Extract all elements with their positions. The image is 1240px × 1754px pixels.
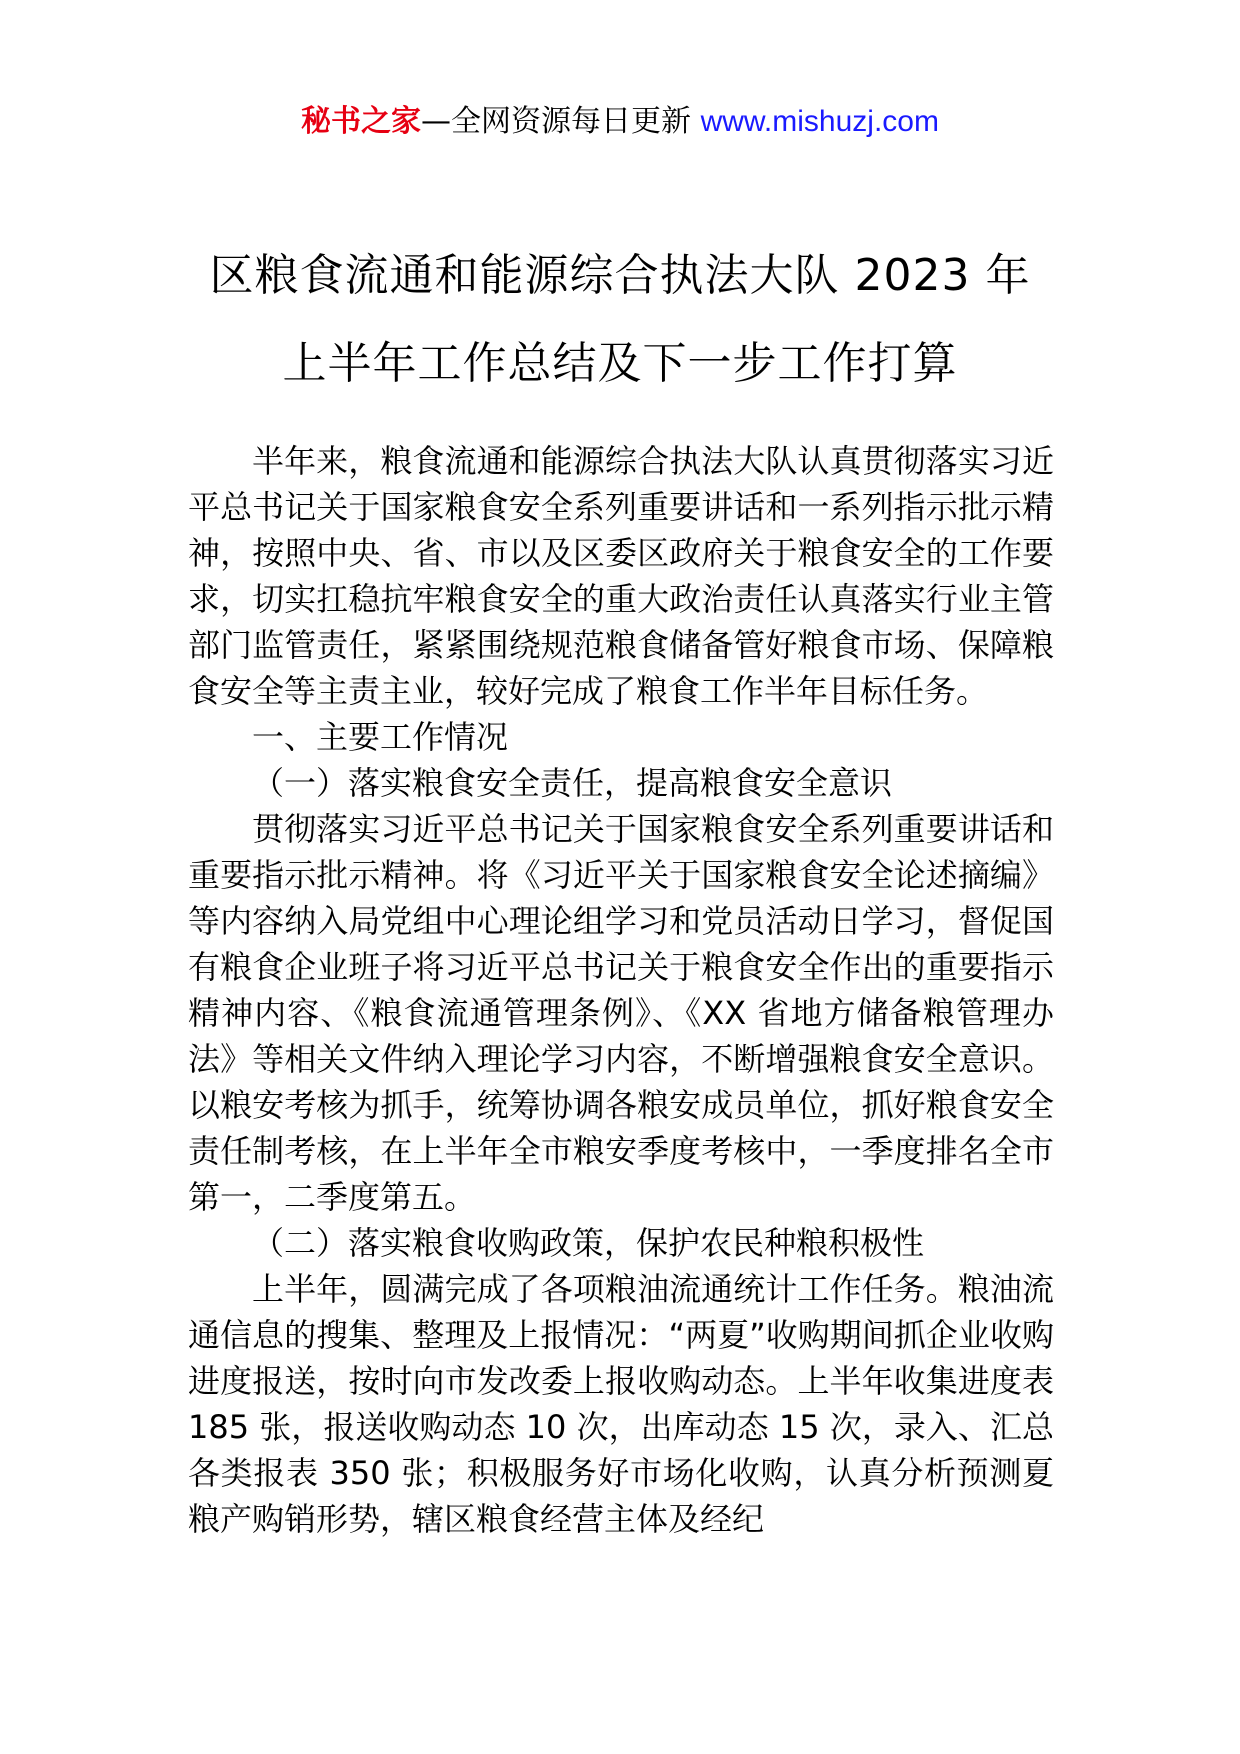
subsection-paragraph-1: 贯彻落实习近平总书记关于国家粮食安全系列重要讲话和重要指示批示精神。将《习近平关于国家粮食安全论述摘编》等内容纳入局党组中心理论组学习和党员活动日学习，督促国有粮食企业班子将习近平总书记关于粮食安全作出的重要指示精神内容、《粮食流通管理条例》、《XX 省地方储备粮管理办法》等相关文件纳入理论学习内容，不断增强粮食安全意识。以粮安考核为抓手，统筹协调各粮安成员单位，抓好粮食安全责任制考核，在上半年全市粮安季度考核中，一季度排名全市第一，二季度第五。 <box>188 810 1054 1216</box>
subsection-paragraph-2: 上半年，圆满完成了各项粮油流通统计工作任务。粮油流通信息的搜集、整理及上报情况：“两夏”收购期间抓企业收购进度报送，按时向市发改委上报收购动态。上半年收集进度表 185 张，报送收购动态 10 次，出库动态 15 次，录入、汇总各类报表 350 张；积极服务好市场化收购，认真分析预测夏粮产购销形势，辖区粮食经营主体及经纪 <box>188 1270 1054 1538</box>
section-heading-1: 一、主要工作情况 <box>252 718 509 756</box>
title-line-2: 上半年工作总结及下一步工作打算 <box>282 338 958 389</box>
site-header <box>0 100 1240 144</box>
title-line-1: 区粮食流通和能源综合执法大队 2023 年 <box>209 250 1031 301</box>
brand-name: 秘书之家 <box>301 104 422 139</box>
intro-paragraph: 半年来，粮食流通和能源综合执法大队认真贯彻落实习近平总书记关于国家粮食安全系列重要讲话和一系列指示批示精神，按照中央、省、市以及区委区政府关于粮食安全的工作要求，切实扛稳抗牢粮食安全的重大政治责任认真落实行业主管部门监管责任，紧紧围绕规范粮食储备管好粮食市场、保障粮食安全等主责主业，较好完成了粮食工作半年目标任务。 <box>188 442 1054 710</box>
subsection-heading-2: （二）落实粮食收购政策，保护农民种粮积极性 <box>252 1224 925 1262</box>
site-url-link[interactable]: www.mishuzj.com <box>700 105 939 138</box>
header-tagline: —全网资源每日更新 <box>421 104 701 139</box>
document-title <box>0 232 1240 408</box>
document-body <box>188 438 1054 1542</box>
subsection-heading-1: （一）落实粮食安全责任，提高粮食安全意识 <box>252 764 893 802</box>
